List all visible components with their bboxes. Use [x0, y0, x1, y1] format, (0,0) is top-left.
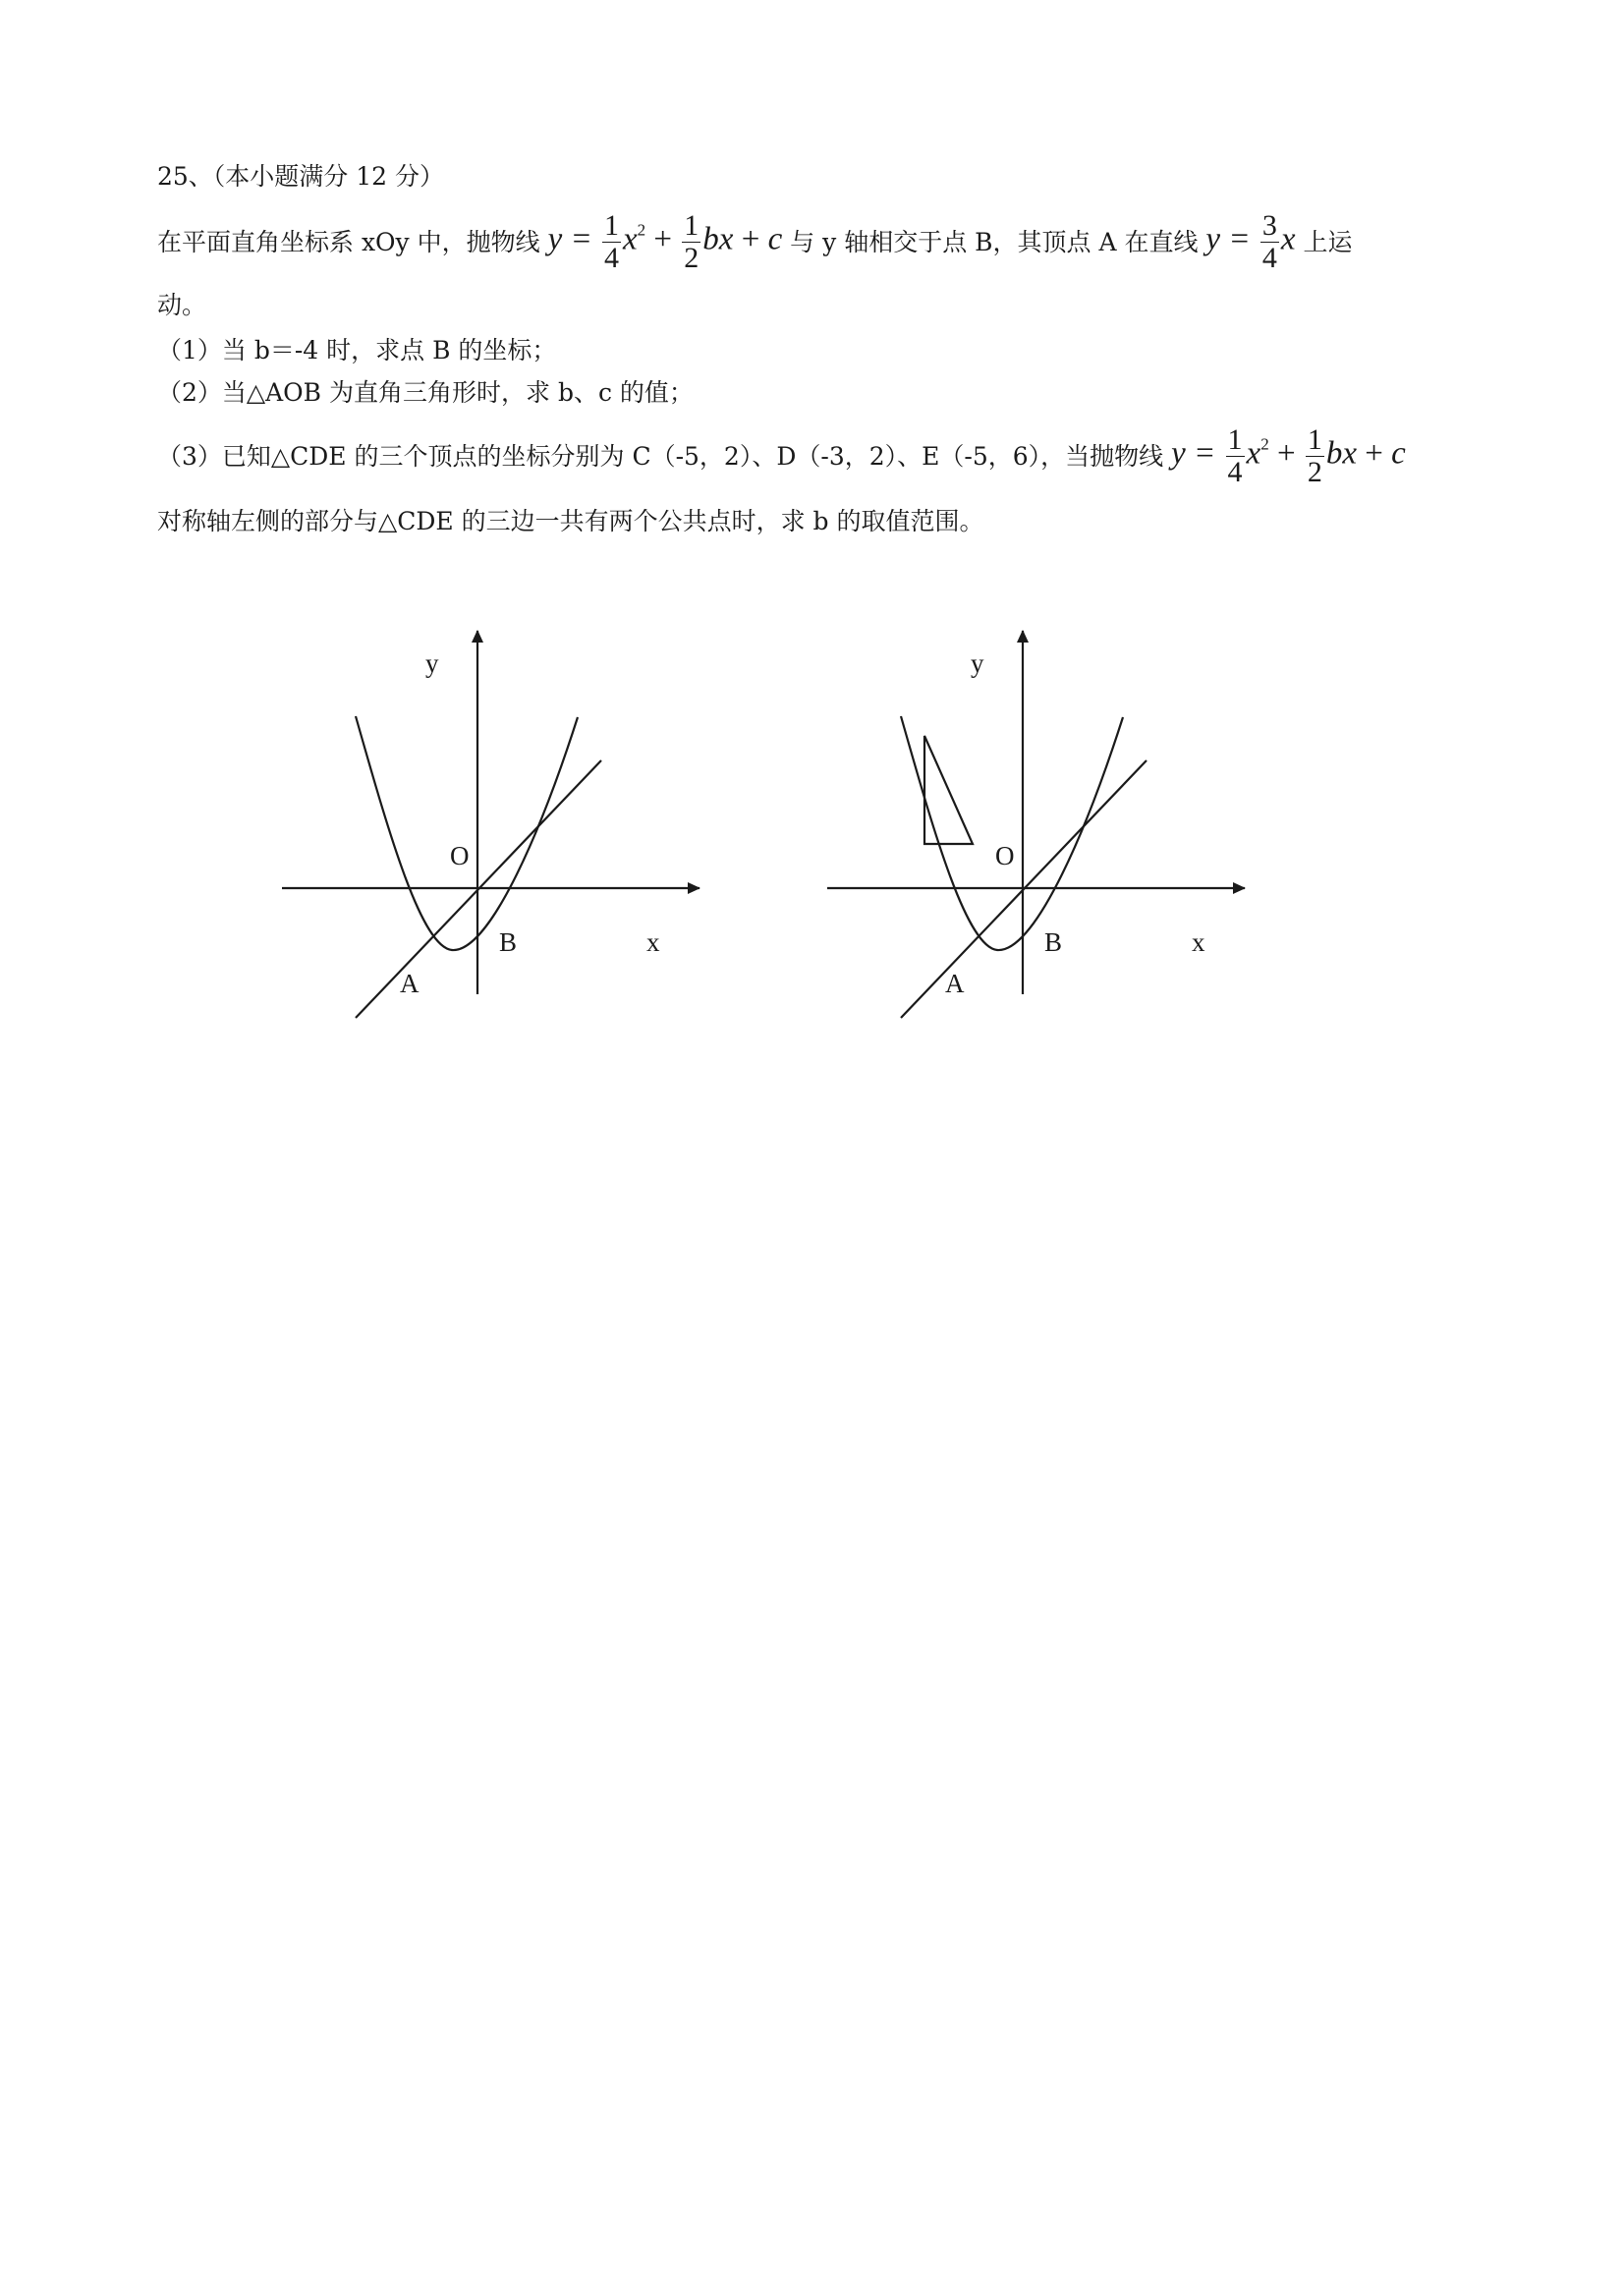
- formula-lhs: y =: [547, 221, 592, 257]
- formula-plus: +: [1365, 435, 1383, 472]
- problem-intro-line: [157, 210, 1352, 273]
- question-2: （2）当△AOB 为直角三角形时，求 b、c 的值；: [157, 378, 694, 407]
- x-axis-label: x: [1192, 927, 1205, 957]
- intro-text-2: 与 y 轴相交于点 B，其顶点 A 在直线: [790, 227, 1199, 256]
- figure-right: [827, 631, 1245, 1018]
- formula-x: x: [1280, 221, 1296, 257]
- formula-bx: bx: [1325, 435, 1357, 472]
- formula-lhs: y =: [1205, 221, 1251, 257]
- fraction-quarter: [602, 210, 621, 273]
- fraction-denominator: 4: [604, 241, 619, 274]
- x-axis-label: x: [646, 927, 660, 957]
- question-1: （1）当 b＝-4 时，求点 B 的坐标；: [157, 336, 557, 364]
- formula-c: c: [767, 221, 783, 257]
- point-b-label: B: [1044, 927, 1063, 957]
- fraction-numerator: 3: [1261, 209, 1277, 242]
- formula-exponent: 2: [637, 220, 646, 240]
- parabola-curve: [901, 716, 1123, 950]
- formula-plus: +: [741, 221, 760, 257]
- fraction-denominator: 2: [1307, 455, 1322, 488]
- formula-lhs: y =: [1171, 435, 1216, 472]
- formula-x: x: [1246, 435, 1261, 472]
- formula-x: x: [623, 221, 638, 257]
- question-3-text: （3）已知△CDE 的三个顶点的坐标分别为 C（-5，2）、D（-3，2）、E（-5，6），当抛物线: [157, 441, 1164, 471]
- fraction-numerator: 1: [604, 209, 619, 242]
- fraction-denominator: 2: [684, 241, 700, 274]
- formula-c: c: [1391, 435, 1406, 472]
- y-axis-label: y: [425, 648, 439, 678]
- fraction-denominator: 4: [1261, 241, 1277, 274]
- fraction-quarter: [1226, 424, 1245, 487]
- intro-text-1: 在平面直角坐标系 xOy 中，抛物线: [157, 227, 540, 256]
- question-3-continuation: 对称轴左侧的部分与△CDE 的三边一共有两个公共点时，求 b 的取值范围。: [157, 507, 984, 535]
- intro-continuation: 动。: [157, 291, 207, 319]
- point-b-label: B: [499, 927, 518, 957]
- fraction-numerator: 1: [684, 209, 700, 242]
- problem-header: 25、（本小题满分 12 分）: [157, 162, 445, 191]
- parabola-curve: [356, 716, 578, 950]
- triangle-cde: [924, 736, 973, 844]
- origin-label: O: [995, 841, 1015, 870]
- fraction-three-quarters: [1260, 210, 1279, 273]
- line-formula: [1205, 210, 1295, 273]
- fraction-numerator: 1: [1227, 423, 1243, 456]
- formula-bx: bx: [702, 221, 734, 257]
- y-axis-label: y: [971, 648, 984, 678]
- fraction-half: [1306, 424, 1324, 487]
- fraction-denominator: 4: [1227, 455, 1243, 488]
- intro-text-3: 上运: [1303, 227, 1353, 256]
- point-a-label: A: [945, 969, 965, 998]
- parabola-formula-1: [548, 210, 783, 273]
- parabola-formula-2: [1171, 424, 1406, 487]
- fraction-half: [682, 210, 700, 273]
- figures-svg: [0, 589, 1623, 1670]
- formula-plus: +: [653, 221, 673, 257]
- point-a-label: A: [400, 969, 420, 998]
- formula-plus: +: [1276, 435, 1296, 472]
- origin-label: O: [450, 841, 470, 870]
- formula-exponent: 2: [1260, 434, 1269, 454]
- fraction-numerator: 1: [1307, 423, 1322, 456]
- question-3-line: [157, 424, 1406, 487]
- figure-left: [282, 631, 700, 1018]
